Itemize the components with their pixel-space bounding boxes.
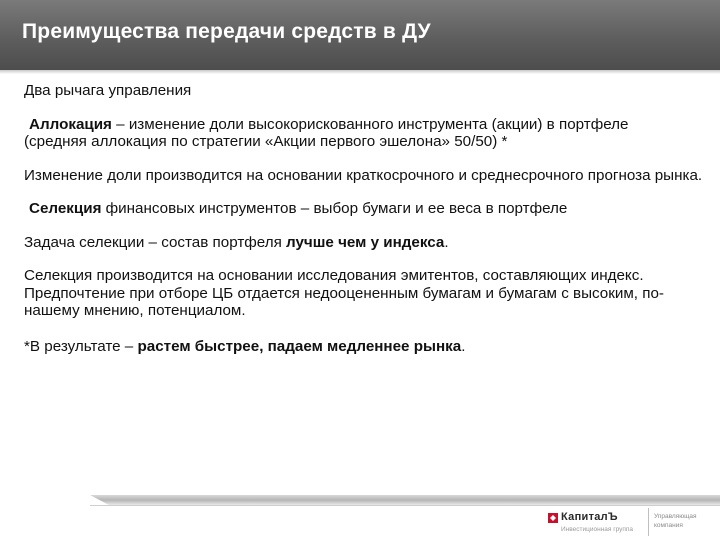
company-logo-name: КапиталЪ [561, 511, 618, 523]
selection-task-prefix: Задача селекции – состав портфеля [24, 233, 287, 251]
company-logo-icon [548, 513, 558, 523]
title-shadow [0, 70, 720, 74]
result-paragraph [24, 338, 704, 356]
company-type: Управляющая компания [654, 513, 697, 529]
footer-line [90, 505, 720, 506]
company-logo-subtitle: Инвестиционная группа [561, 526, 634, 533]
allocation-basis: Изменение доли производится на основании краткосрочного и среднесрочного прогноза рынка. [24, 166, 703, 184]
selection-paragraph [24, 200, 704, 218]
logo-divider [648, 508, 649, 536]
allocation-definition: – изменение доли высокорискованного инструмента (акции) в портфеле [111, 115, 629, 133]
footer-stripe [90, 495, 720, 505]
selection-term: Селекция [29, 200, 102, 217]
selection-definition: финансовых инструментов – выбор бумаги и ее веса в портфеле [101, 200, 568, 217]
allocation-paragraph [24, 116, 704, 134]
selection-task-suffix: . [444, 233, 449, 251]
allocation-term: Аллокация [29, 115, 112, 133]
slide-body [24, 82, 704, 355]
result-suffix: . [461, 337, 466, 355]
allocation-example: (средняя аллокация по стратегии «Акции первого эшелона» 50/50) * [24, 133, 508, 150]
result-prefix: *В результате – [24, 337, 138, 355]
selection-task [24, 234, 704, 252]
title-bar [0, 0, 720, 70]
intro-text: Два рычага управления [24, 82, 192, 99]
result-emphasis: растем быстрее, падаем медленнее рынка [137, 337, 462, 355]
slide-title: Преимущества передачи средств в ДУ [22, 20, 431, 43]
selection-basis: Селекция производится на основании исследования эмитентов, составляющих индекс. Предпочтение при отборе ЦБ отдается недооцененным бумагам и бумагам с высоким, по-нашему мнению, потенциалом. [24, 267, 664, 319]
selection-task-emphasis: лучше чем у индекса [286, 233, 445, 251]
